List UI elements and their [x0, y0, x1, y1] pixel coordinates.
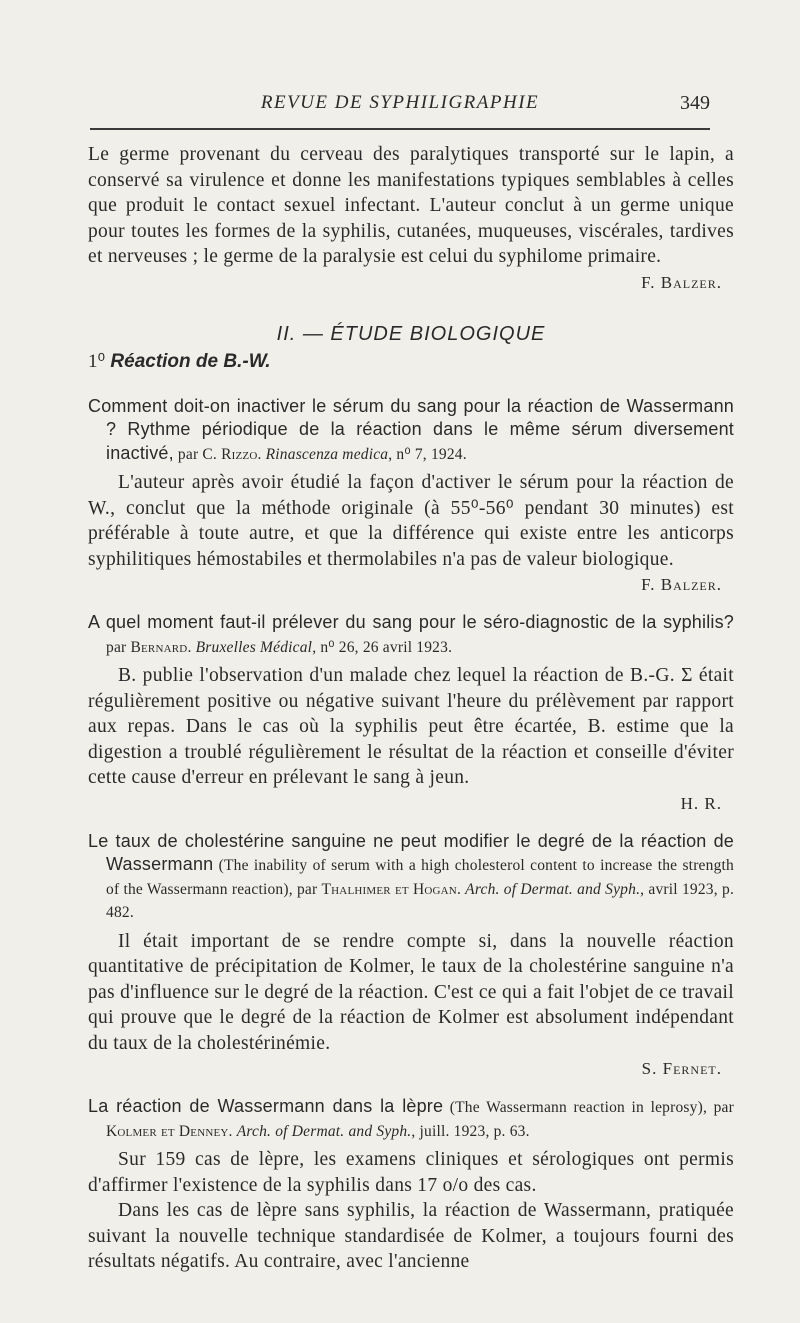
- entry-author: Rizzo: [221, 445, 258, 463]
- abstract-entry: [88, 830, 734, 1082]
- subsection-heading: [88, 350, 734, 373]
- intro-signature: [88, 270, 734, 295]
- entry-paragraph: Dans les cas de lèpre sans syphilis, la réaction de Wassermann, pratiquée suivant la nouvelle technique standardisée de Kolmer, a toujours fourni des résultats négatifs. Au contraire, avec l'ancienne: [88, 1200, 734, 1272]
- entry-journal: Arch. of Dermat. and Syph.: [236, 1122, 412, 1140]
- signature-name: Fernet.: [662, 1059, 722, 1078]
- entry-cite-prefix: par C.: [173, 445, 222, 463]
- entry-journal: Rinascenza medica: [265, 445, 389, 463]
- entry-heading: [88, 830, 734, 925]
- page-body: [88, 142, 734, 1275]
- entry-paragraph: B. publie l'observation d'un malade chez lequel la réaction de B.-G. Σ était régulièrement positive ou négative suivant l'heure du prélèvement par rapport aux repas. Dans le cas où la syphilis peut être écartée, B. estime que la digestion a troublé régulièrement le résultat de la réaction et conseille d'éviter cette cause d'erreur en prélevant le sang à jeun.: [88, 665, 734, 788]
- entry-title: Le taux de cholestérine sanguine ne peut modifier le degré de la réaction de Wassermann: [88, 830, 734, 874]
- entry-cite-sep: .: [187, 638, 196, 656]
- entry-cite-suffix: , n⁰ 7, 1924.: [388, 445, 467, 463]
- section-title: II. — ÉTUDE BIOLOGIQUE: [276, 322, 546, 345]
- entry-author: Thalhimer et Hogan: [321, 880, 457, 898]
- entry-signature: [88, 1056, 734, 1081]
- entry-signature: [88, 791, 734, 816]
- signature-initial: F.: [641, 575, 661, 594]
- abstract-entry: [88, 611, 734, 816]
- entry-cite-prefix: (The Wassermann reaction in leprosy), par: [443, 1099, 734, 1116]
- signature-name: Balzer.: [660, 575, 722, 594]
- signature-initial: S.: [641, 1059, 663, 1078]
- abstract-entry: [88, 1095, 734, 1275]
- signature-initial: H. R.: [680, 793, 722, 813]
- page-number: 349: [680, 92, 710, 114]
- entry-cite-sep: .: [257, 445, 266, 463]
- intro-paragraph: Le germe provenant du cerveau des paralytiques transporté sur le lapin, a conservé sa virulence et donne les manifestations typiques semblables à celles que produit le contact sexuel infectant. L'auteur conclut à un germe unique pour toutes les formes de la syphilis, cutanées, muqueuses, viscérales, tardives et nerveuses ; le germe de la paralysie est celui du syphilome primaire.: [88, 144, 734, 267]
- entry-cite-prefix: (The inability of serum with a high cholesterol content to increase the strength of the Wassermann reaction), par: [106, 857, 734, 898]
- entry-journal: Bruxelles Médical: [195, 638, 313, 656]
- subsection-number: 1⁰: [88, 350, 106, 372]
- entry-paragraph: Il était important de se rendre compte si, dans la nouvelle réaction quantitative de précipitation de Kolmer, le taux de la cholestérine sanguine n'a pas d'influence sur le degré de la réaction. C'est ce qui a fait l'objet de ce travail qui prouve que le degré de la réaction de Kolmer est absolument indépendant du taux de la cholestérinémie.: [88, 930, 734, 1054]
- entry-title: Comment doit-on inactiver le sérum du sang pour la réaction de Wassermann ? Rythme périodique de la réaction dans le même sérum diversement inactivé,: [88, 395, 734, 463]
- abstract-entry: [88, 395, 734, 598]
- entry-heading: [88, 1095, 734, 1143]
- entry-journal: Arch. of Dermat. and Syph.: [465, 880, 641, 898]
- entry-author: Bernard: [130, 638, 188, 656]
- entry-cite-prefix: par: [106, 638, 131, 656]
- entry-paragraph: Sur 159 cas de lèpre, les examens cliniques et sérologiques ont permis d'affirmer l'existence de la syphilis dans 17 o/o des cas.: [88, 1149, 734, 1196]
- entry-cite-suffix: , avril 1923, p. 482.: [106, 880, 735, 921]
- signature-name: Balzer.: [660, 272, 722, 292]
- entry-author: Kolmer et Denney: [106, 1122, 229, 1140]
- entry-title: A quel moment faut-il prélever du sang pour le séro-diagnostic de la syphilis?: [88, 612, 734, 632]
- entry-cite-sep: .: [228, 1122, 237, 1140]
- entry-cite-suffix: , juill. 1923, p. 63.: [411, 1122, 530, 1140]
- entry-paragraph: L'auteur après avoir étudié la façon d'activer le sérum pour la réaction de W., conclut que la méthode originale (à 55⁰-56⁰ pendant 30 minutes) est préférable à toute autre, et que la différence qui existe entre les anticorps syphilitiques hémostabiles et thermolabiles n'a pas de valeur biologique.: [88, 472, 734, 570]
- entry-title: La réaction de Wassermann dans la lèpre: [88, 1096, 444, 1116]
- entry-heading: [88, 611, 734, 659]
- header-rule: [90, 128, 710, 130]
- running-head: [90, 92, 710, 122]
- entry-signature: [88, 572, 734, 597]
- signature-initial: F.: [641, 272, 661, 292]
- entry-cite-sep: .: [456, 880, 466, 898]
- subsection-title: Réaction de B.-W.: [110, 350, 271, 372]
- entry-heading: [88, 395, 734, 467]
- running-title: REVUE DE SYPHILIGRAPHIE: [260, 92, 540, 113]
- entry-cite-suffix: , n⁰ 26, 26 avril 1923.: [312, 638, 453, 656]
